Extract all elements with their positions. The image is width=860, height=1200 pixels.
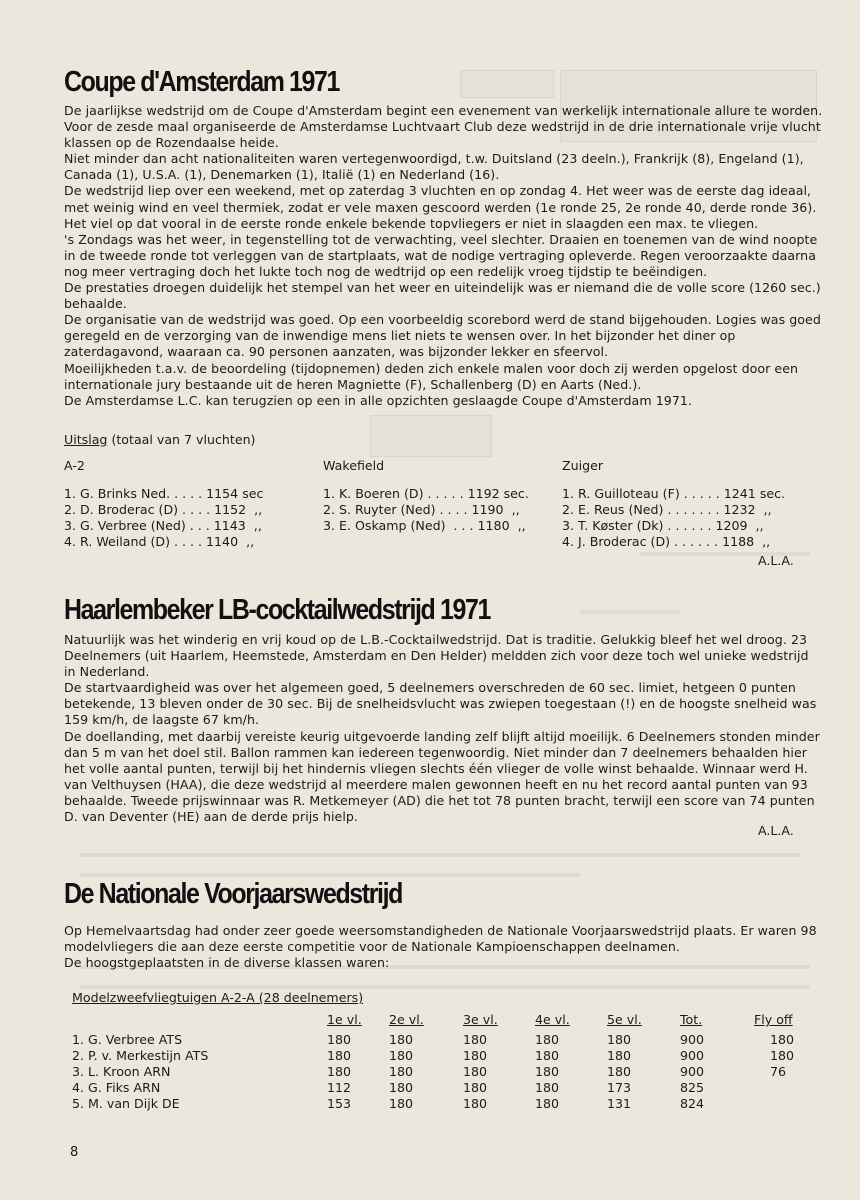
score-cell: 824 (680, 1096, 705, 1111)
score-cell: 900 (680, 1048, 705, 1063)
score-cell: 180 (463, 1096, 488, 1111)
paragraph: 's Zondags was het weer, in tegenstelling tot de verwachting, veel slechter. Draaien en toenemen van de wind noopte in de tweede ronde tot verleggen van de startplaats, wat de nodige vertraging opleverde. Regen veroorzaakte daarna nog meer vertraging doch het lukte toch nog de wedtrijd op een redelijk vroeg tijdstip te beëindigen. (64, 231, 818, 279)
paragraph: Natuurlijk was het winderig en vrij koud op de L.B.-Cocktailwedstrijd. Dat is traditie. Gelukkig bleef het wel droog. 23 Deelnemers (uit Haarlem, Heemstede, Amsterdam en Den Helder) meldden zich voor deze toch wel unieke wedstrijd in Nederland. (64, 632, 809, 680)
header-cell: Tot. (680, 1012, 703, 1027)
bleed-through-line (80, 873, 580, 877)
table-row (64, 1032, 814, 1048)
score-cell: 180 (327, 1032, 352, 1047)
result-row: 2. S. Ruyter (Ned) . . . . 1190 ,, (323, 502, 520, 517)
score-cell: 180 (535, 1064, 560, 1079)
section-title-voorjaar: De Nationale Voorjaarswedstrijd (64, 878, 403, 910)
results-class-wakefield (323, 458, 529, 534)
result-row: 2. D. Broderac (D) . . . . 1152 ,, (64, 502, 263, 517)
result-row: 3. T. Køster (Dk) . . . . . . 1209 ,, (562, 518, 764, 533)
header-cell: 1e vl. (327, 1012, 362, 1027)
results-heading (64, 432, 255, 447)
header-name (64, 1012, 327, 1032)
results-table (64, 1012, 814, 1112)
class-name: Zuiger (562, 458, 604, 473)
score-cell: 180 (463, 1064, 488, 1079)
paragraph: De startvaardigheid was over het algemeen goed, 5 deelnemers overschreden de 60 sec. limiet, hetgeen 0 punten betekende, 13 bleven onder de 30 sec. Bij de snelheidsvlucht was zwiepen toegestaan (!) en de hoogste snelheid was 159 km/h, de laagste 67 km/h. (64, 680, 817, 728)
table-title (72, 990, 363, 1005)
author-signature: A.L.A. (758, 553, 794, 568)
result-row: 1. K. Boeren (D) . . . . . 1192 sec. (323, 486, 529, 501)
score-cell: 180 (770, 1032, 795, 1047)
paragraph: De wedstrijd liep over een weekend, met op zaterdag 3 vluchten en op zondag 4. Het weer was de eerste dag ideaal, met weinig wind en veel thermiek, zodat er vele maxen gescoord werden (1e ronde 25, 2e ronde 40, derde ronde 36). Het viel op dat vooral in de eerste ronde enkele bekende topvliegers er niet in slaagden een max. te vliegen. (64, 183, 817, 231)
paragraph: Niet minder dan acht nationaliteiten waren vertegenwoordigd, t.w. Duitsland (23 deeln.), Frankrijk (8), Engeland (1), Canada (1), U.S.A. (1), Denemarken (1), Italië (1) en Nederland (16). (64, 151, 804, 183)
bleed-through-line (580, 610, 680, 614)
paragraph: De prestaties droegen duidelijk het stempel van het weer en uiteindelijk was er niemand die de volle score (1260 sec.) behaalde. (64, 280, 821, 312)
bleed-through-box (460, 70, 554, 98)
header-cell: 5e vl. (607, 1012, 642, 1027)
score-cell: 180 (463, 1048, 488, 1063)
score-cell: 131 (607, 1096, 632, 1111)
paragraph: De hoogstgeplaatsten in de diverse klassen waren: (64, 955, 390, 971)
participant-name: 5. M. van Dijk DE (72, 1096, 180, 1111)
score-cell: 900 (680, 1064, 705, 1079)
paragraph: De organisatie van de wedstrijd was goed. Op een voorbeeldig scorebord werd de stand bijgehouden. Logies was goed geregeld en de verzorging van de inwendige mens liet niets te wensen over. In het bijzonder het diner op zaterdagavond, waaraan ca. 90 personen aanzaten, was bijzonder lekker en sfeervol. (64, 312, 821, 360)
score-cell: 180 (535, 1032, 560, 1047)
participant-name: 1. G. Verbree ATS (72, 1032, 183, 1047)
section-body-cocktail (64, 632, 824, 825)
score-cell: 180 (389, 1080, 414, 1095)
bleed-through-line (80, 853, 800, 857)
results-class-zuiger (562, 458, 785, 550)
score-cell: 180 (535, 1048, 560, 1063)
score-cell: 180 (389, 1032, 414, 1047)
score-cell: 180 (327, 1064, 352, 1079)
section-title-cocktail: Haarlembeker LB-cocktailwedstrijd 1971 (64, 594, 490, 626)
result-row: 1. G. Brinks Ned. . . . . 1154 sec (64, 486, 264, 501)
participant-name: 4. G. Fiks ARN (72, 1080, 161, 1095)
table-header-row (64, 1012, 814, 1032)
score-cell (754, 1096, 814, 1112)
participant-name: 3. L. Kroon ARN (72, 1064, 171, 1079)
score-cell: 180 (389, 1064, 414, 1079)
table-row (64, 1064, 814, 1080)
class-name: Wakefield (323, 458, 385, 473)
paragraph: Op Hemelvaartsdag had onder zeer goede weersomstandigheden de Nationale Voorjaarswedstrijd plaats. Er waren 98 modelvliegers die aan deze eerste competitie voor de Nationale Kampioenschappen deelnamen. (64, 923, 817, 955)
score-cell: 153 (327, 1096, 352, 1111)
score-cell: 825 (680, 1080, 705, 1095)
paragraph: De jaarlijkse wedstrijd om de Coupe d'Amsterdam begint een evenement van werkelijk internationale allure te worden. Voor de zesde maal organiseerde de Amsterdamse Luchtvaart Club deze wedstrijd in de drie internationale vrije vlucht klassen op de Rozendaalse heide. (64, 103, 823, 151)
score-cell: 900 (680, 1032, 705, 1047)
score-cell: 112 (327, 1080, 352, 1095)
paragraph: De doellanding, met daarbij vereiste keurig uitgevoerde landing zelf blijft altijd moeilijk. 6 Deelnemers stonden minder dan 5 m van het doel stil. Ballon rammen kan iedereen tegenwoordig. Niet minder dan 7 deelnemers behaalden hier het volle aantal punten, terwijl bij het hindernis vliegen slechts één vlieger de volle winst behaalde. Winnaar werd H. van Velthuysen (HAA), die deze wedstrijd al meerdere malen gewonnen heeft en nu het record aantal punten van 93 behaalde. Tweede prijswinnaar was R. Metkemeyer (AD) die het tot 78 punten bracht, terwijl een score van 74 punten D. van Deventer (HE) aan de derde prijs hielp. (64, 728, 820, 825)
result-row: 1. R. Guilloteau (F) . . . . . 1241 sec. (562, 486, 786, 501)
author-signature: A.L.A. (758, 823, 794, 838)
score-cell (754, 1080, 814, 1096)
score-cell: 180 (607, 1064, 632, 1079)
table-row (64, 1080, 814, 1096)
score-cell: 180 (535, 1096, 560, 1111)
results-note: (totaal van 7 vluchten) (111, 432, 256, 447)
header-cell: Fly off (754, 1012, 793, 1027)
section-title-coupe: Coupe d'Amsterdam 1971 (64, 66, 340, 98)
paragraph: De Amsterdamse L.C. kan terugzien op een in alle opzichten geslaagde Coupe d'Amsterdam 1971. (64, 392, 693, 408)
score-cell: 180 (389, 1048, 414, 1063)
score-cell: 180 (327, 1048, 352, 1063)
score-cell: 180 (607, 1032, 632, 1047)
results-label: Uitslag (64, 432, 108, 447)
score-cell: 76 (770, 1064, 787, 1079)
participant-name: 2. P. v. Merkestijn ATS (72, 1048, 209, 1063)
score-cell: 180 (770, 1048, 795, 1063)
score-cell: 180 (389, 1096, 414, 1111)
result-row: 3. E. Oskamp (Ned) . . . 1180 ,, (323, 518, 526, 533)
table-row (64, 1048, 814, 1064)
class-name: A-2 (64, 458, 85, 473)
table-title-text: Modelzweefvliegtuigen A-2-A (28 deelnemers) (72, 990, 364, 1005)
section-body-voorjaar (64, 923, 824, 971)
score-cell: 180 (535, 1080, 560, 1095)
page-number: 8 (70, 1145, 79, 1160)
bleed-through-box (370, 415, 492, 457)
score-cell: 180 (463, 1032, 488, 1047)
score-cell: 180 (607, 1048, 632, 1063)
score-cell: 173 (607, 1080, 632, 1095)
score-cell: 180 (463, 1080, 488, 1095)
paragraph: Moeilijkheden t.a.v. de beoordeling (tijdopnemen) deden zich enkele malen voor doch zij werden opgelost door een internationale jury bestaande uit de heren Magniette (F), Schallenberg (D) en Aarts (Ned.). (64, 360, 799, 392)
header-cell: 2e vl. (389, 1012, 424, 1027)
header-cell: 4e vl. (535, 1012, 570, 1027)
results-class-a2 (64, 458, 263, 550)
header-cell: 3e vl. (463, 1012, 498, 1027)
result-row: 4. J. Broderac (D) . . . . . . 1188 ,, (562, 534, 771, 549)
section-body-coupe (64, 103, 824, 409)
result-row: 2. E. Reus (Ned) . . . . . . . 1232 ,, (562, 502, 772, 517)
result-row: 4. R. Weiland (D) . . . . 1140 ,, (64, 534, 255, 549)
table-row (64, 1096, 814, 1112)
bleed-through-line (80, 985, 810, 989)
result-row: 3. G. Verbree (Ned) . . . 1143 ,, (64, 518, 262, 533)
